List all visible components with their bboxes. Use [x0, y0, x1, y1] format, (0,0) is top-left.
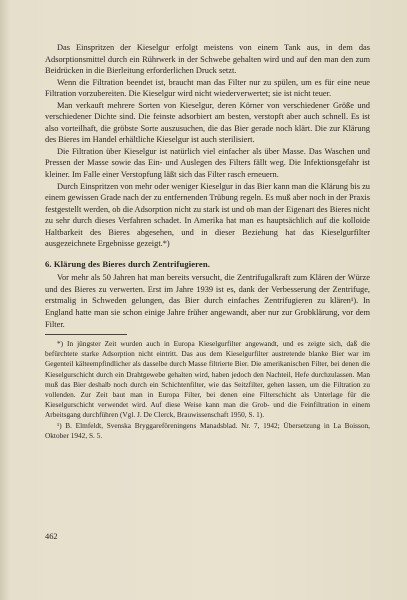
paragraph-clarification-control: Durch Einspritzen von mehr oder weniger Kieselgur in das Bier kann man die Klärung bis zu einem gewissen Grade nach der zu entfernenden Trübung regeln. Es muß aber noch in der Praxis festgestellt werden, ob die Adsorption nicht zu stark ist und ob man der Eigenart des Bieres nicht zu sehr durch dieses Verfahren schadet. In Amerika hat man es hauptsächlich auf die kolloide Haltbarkeit des Bieres abgesehen, und in dieser Beziehung hat das Kieselgurfilter ausgezeichnete Ergebnisse gezeigt.*): [45, 181, 370, 249]
paragraph-filtration-comparison: Die Filtration über Kieselgur ist natürlich viel einfacher als über Masse. Das Waschen und Pressen der Masse sowie das Ein- und Auslegen des Filters fällt weg. Die Infektionsgefahr ist kleiner. Im Falle einer Verstopfung läßt sich das Filter rasch erneuern.: [45, 146, 370, 180]
paragraph-filtration-end: Wenn die Filtration beendet ist, braucht man das Filter nur zu spülen, um es für eine neue Filtration vorzubereiten. Die Kieselgur wird nicht wiederverwertet; sie ist nicht teuer.: [45, 77, 370, 99]
page-number: 462: [45, 532, 58, 541]
paragraph-kieselgur-sorts: Man verkauft mehrere Sorten von Kieselgur, deren Körner von verschiedener Größe und verschiedener Dichte sind. Die feinste adsorbiert am besten, verstopft aber auch schnell. Es ist also vorteilhaft, die gröbste Sorte auszusuchen, die das Bier gerade noch klärt. Die zur Klärung des Bieres im Handel erhältliche Kieselgur ist auch sterilisiert.: [45, 100, 370, 145]
section-heading: 6. Klärung des Bieres durch Zentrifugieren.: [45, 258, 210, 269]
paragraph-kieselgur-injection: Das Einspritzen der Kieselgur erfolgt meistens von einem Tank aus, in dem das Adsorptionsmittel durch ein Rührwerk in der Schwebe gehalten wird und auf den man den zum Beidrücken in die Bierleitung erforderlichen Druck setzt.: [45, 43, 370, 76]
footnote-asterisk: *) In jüngster Zeit wurden auch in Europa Kieselgurfilter angewandt, und es zeigte sich, daß die befürchtete starke Adsorption nicht eintritt. Das aus dem Kieselgurfilter austretende blanke Bier war im Gegenteil kälteempfindlicher als dasselbe durch Masse filtrierte Bier. Die amerikanischen Filter, bei denen die Kieselgurschicht durch ein Drahtgewebe gehalten wird, haben jedoch den Nachteil, Hefe durchzulassen. Man muß das Bier deshalb noch durch ein Schichtenfilter, wie das Seitzfilter, gehen lassen, um die Filtration zu vollenden. Zur Zeit baut man in Europa Filter, bei denen eine Filterschicht als Unterlage für die Kieselgurschicht verwendet wird. Auf diese Weise kann man die Grob- und die Feinfiltration in einem Arbeitsgang durchführen (Vgl. J. De Clerck, Brauwissenschaft 1950, S. 1).: [45, 339, 370, 420]
footnote-divider: [45, 334, 127, 335]
paragraph-centrifuge: Vor mehr als 50 Jahren hat man bereits versucht, die Zentrifugalkraft zum Klären der Würze und des Bieres zu verwerten. Erst im Jahre 1939 ist es, dank der Verbesserung der Zentrifuge, erstmalig in Schweden gelungen, das Bier durch einfaches Zentrifugieren zu klären¹). In England hatte man sie schon einige Jahre früher angewandt, aber nur zur Grobklärung, vor dem Filter.: [45, 273, 370, 329]
text-column: [45, 42, 370, 442]
footnote-one: ¹) B. Elmfeldt, Svenska Bryggareföreningens Manadsblad. Nr. 7, 1942; Übersetzung in La Boisson, Oktober 1942, S. 5.: [45, 421, 370, 441]
